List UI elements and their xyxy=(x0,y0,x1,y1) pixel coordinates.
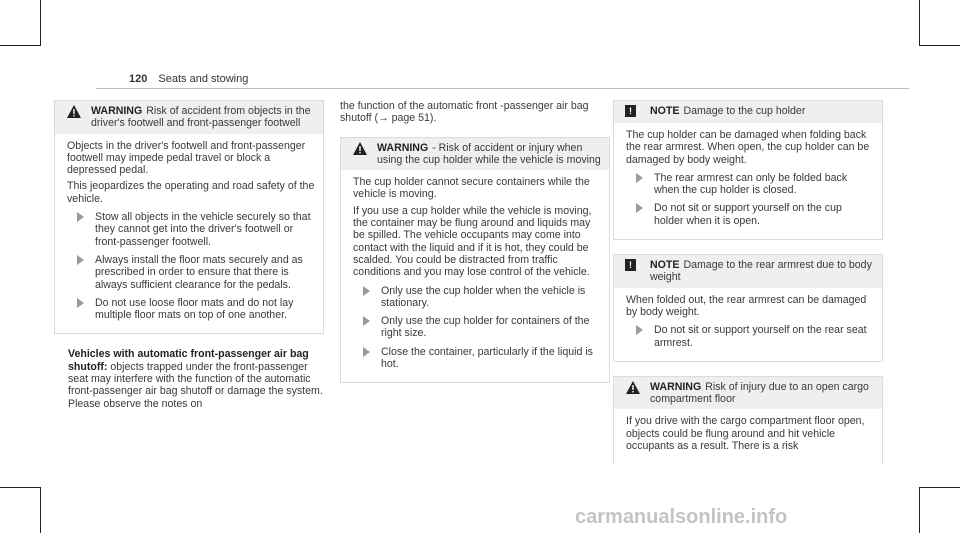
warning-title: Risk of accident from objects in the driver's footwell and front-passenger footwell xyxy=(91,105,311,130)
notice-header xyxy=(614,255,882,288)
notice-box xyxy=(613,100,883,240)
warning-text: If you use a cup holder while the vehicle is moving, the container may be flung around and liquids may be spilled. The vehicle occupants may come into contact with the liquid and if it is hot, they could be scalded. You could be distracted from traffic conditions and you may lose control of the vehicle. xyxy=(353,204,592,279)
notice-label: NOTE xyxy=(650,259,680,272)
body-paragraph xyxy=(54,348,324,409)
warning-body xyxy=(55,134,323,334)
arrow-icon xyxy=(636,325,643,335)
warning-triangle-icon xyxy=(353,142,367,155)
arrow-icon xyxy=(636,173,643,183)
crop-mark xyxy=(40,0,41,46)
arrow-icon xyxy=(77,212,84,222)
notice-title: Damage to the rear armrest due to body weight xyxy=(650,259,872,284)
step-item xyxy=(67,297,315,322)
warning-text: This jeopardizes the operating and road safety of the vehicle. xyxy=(67,180,315,205)
crop-mark xyxy=(919,45,960,46)
body-paragraph: the function of the automatic front -passenger air bag shutoff (→ page 51). xyxy=(340,100,589,125)
paragraph-text: objects trapped under the front-passenger seat may interfere with the function of the automatic front-passenger air bag shutoff or damage the system. Please observe the notes on xyxy=(68,360,323,410)
step-text: Close the container, particularly if the liquid is hot. xyxy=(381,345,593,371)
header-rule xyxy=(96,88,909,89)
warning-title: - Risk of accident or injury when using the cup holder while the vehicle is moving xyxy=(377,141,601,166)
step-item xyxy=(626,202,874,227)
warning-text: If you drive with the cargo compartment floor open, objects could be flung around and hit vehicle occupants as a result. There is a risk xyxy=(626,415,865,453)
crop-mark xyxy=(0,487,41,488)
warning-text: The cup holder cannot secure containers while the vehicle is moving. xyxy=(353,176,590,201)
arrow-icon xyxy=(363,316,370,326)
warning-text: Objects in the driver's footwell and front-passenger footwell may impede pedal travel or block a depressed pedal. xyxy=(67,139,306,177)
warning-box xyxy=(340,137,610,384)
arrow-icon xyxy=(636,203,643,213)
warning-body xyxy=(614,409,882,464)
arrow-icon xyxy=(77,255,84,265)
notice-header xyxy=(614,101,882,123)
warning-label: WARNING xyxy=(377,141,429,154)
warning-box xyxy=(613,376,883,464)
step-text: Always install the floor mats securely and as prescribed in order to ensure that there is always sufficient clearance for the pedals. xyxy=(95,253,303,291)
step-item xyxy=(353,315,601,340)
notice-body xyxy=(614,288,882,361)
crop-mark xyxy=(919,487,920,533)
step-text: Only use the cup holder when the vehicle is stationary. xyxy=(381,284,586,309)
step-text: Do not use loose floor mats and do not lay multiple floor mats on top of one another. xyxy=(95,296,294,322)
step-item xyxy=(626,324,874,349)
warning-title: Risk of injury due to an open cargo compartment floor xyxy=(650,380,869,406)
step-text: Only use the cup holder for containers of the right size. xyxy=(381,315,590,340)
notice-icon: ! xyxy=(625,105,636,117)
arrow-icon xyxy=(77,298,84,308)
step-text: Stow all objects in the vehicle securely so that they cannot get into the driver's footwell or front-passenger footwell. xyxy=(95,211,311,248)
notice-box xyxy=(613,254,883,362)
warning-header xyxy=(614,377,882,410)
step-item xyxy=(353,285,601,310)
step-item xyxy=(353,346,601,371)
warning-box xyxy=(54,100,324,334)
page-number: 120 xyxy=(129,73,148,85)
arrow-icon xyxy=(363,286,370,296)
notice-body xyxy=(614,123,882,239)
crop-mark xyxy=(40,487,41,533)
step-text: The rear armrest can only be folded back when the cup holder is closed. xyxy=(654,171,848,197)
column-middle xyxy=(340,100,610,397)
notice-label: NOTE xyxy=(650,105,680,117)
warning-header xyxy=(341,138,609,171)
warning-label: WARNING xyxy=(91,105,143,117)
crop-mark xyxy=(919,0,920,46)
column-left xyxy=(54,100,324,410)
paragraph-heading: Vehicles with automatic front-passenger air bag shutoff: xyxy=(68,348,309,373)
crop-mark xyxy=(919,487,960,488)
warning-triangle-icon xyxy=(67,105,81,118)
warning-label: WARNING xyxy=(650,380,702,393)
warning-triangle-icon xyxy=(626,381,640,394)
crop-mark xyxy=(0,45,41,46)
column-right xyxy=(613,100,883,478)
section-title: Seats and stowing xyxy=(158,73,249,85)
page-header xyxy=(129,73,248,85)
arrow-icon xyxy=(363,347,370,357)
notice-text: When folded out, the rear armrest can be damaged by body weight. xyxy=(626,293,867,318)
notice-title: Damage to the cup holder xyxy=(683,105,806,117)
step-text: Do not sit or support yourself on the rear seat armrest. xyxy=(654,324,867,349)
warning-header xyxy=(55,101,323,134)
notice-text: The cup holder can be damaged when folding back the rear armrest. When open, the cup holder can be damaged by body weight. xyxy=(626,129,870,166)
watermark-text: carmanualsonline.info xyxy=(575,506,788,528)
step-item xyxy=(67,254,315,291)
step-item xyxy=(67,211,315,248)
notice-icon: ! xyxy=(625,259,636,271)
step-text: Do not sit or support yourself on the cup holder when it is open. xyxy=(654,202,842,227)
warning-body xyxy=(341,170,609,382)
step-item xyxy=(626,172,874,197)
